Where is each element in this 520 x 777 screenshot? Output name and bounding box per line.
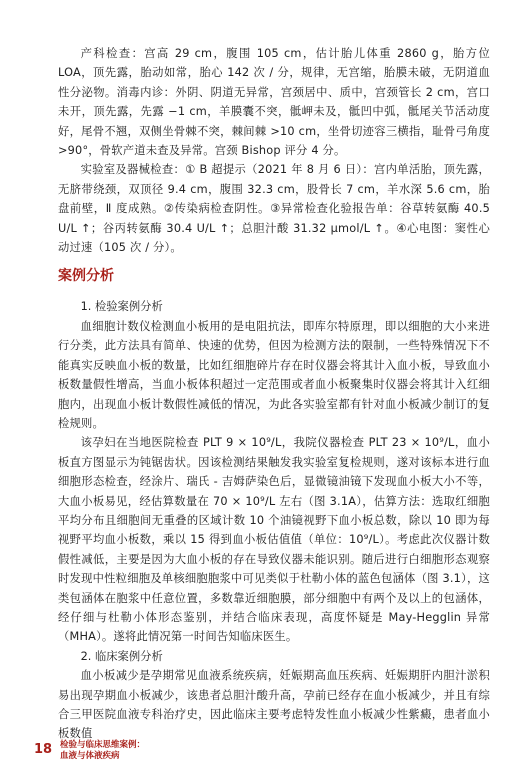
lab-analysis-paragraph-2: 该孕妇在当地医院检查 PLT 9 × 10⁹/L，我院仪器检查 PLT 23 × 10⁹/L，血小板直方图显示为钝锯齿状。因该检测结果触发我实验室复检规则，遂对该标本进行血细胞形态检查，经涂片、瑞氏 - 吉姆萨染色后，显微镜油镜下发现血小板大小不等，大血小板易见，经估算数量在 70 × 10⁹/L 左右（图 3.1A），估算方法：选取红细胞平均分布且细胞间无重叠的区域计数 10 个油镜视野下血小板总数，除以 10 即为每视野平均血小板数，乘以 15 得到血小板估值值（单位：10⁹/L）。考虑此次仪器计数假性减低，主要是因为大血小板的存在导致仪器未能识别。随后进行白细胞形态观察时发现中性粒细胞及单核细胞胞浆中可见类似于杜勒小体的蓝色包涵体（图 3.1），这类包涵体在胞浆中任意位置，多数靠近细胞膜，部分细胞中有两个及以上的包涵体，经仔细与杜勒小体形态鉴别，并结合临床表现，高度怀疑是 May-Hegglin 异常（MHA）。遂将此情况第一时间告知临床医生。 bbox=[58, 436, 490, 644]
series-title bbox=[60, 740, 145, 762]
page-number: 18 bbox=[34, 742, 53, 757]
lab-analysis-paragraph-1: 血细胞计数仪检测血小板用的是电阻抗法，即库尔特原理，即以细胞的大小来进行分类，此方法具有简单、快速的优势，但因为检测方法的限制，一些特殊情况下不能真实反映血小板的数量，比如红细胞碎片存在时仪器会将其计入血小板，导致血小板数量假性增高，当血小板体积超过一定范围或者血小板聚集时仪器会将其计入红细胞内，出现血小板计数假性减低的情况，为此各实验室都有针对血小板减少制订的复检规则。 bbox=[58, 319, 490, 430]
section-heading: 案例分析 bbox=[58, 268, 114, 285]
series-title-line-2: 血液与体液疾病 bbox=[60, 751, 120, 761]
page-content bbox=[58, 44, 490, 744]
exam-paragraph: 产科检查：宫高 29 cm，腹围 105 cm，估计胎儿体重 2860 g，胎方位 LOA，顶先露，胎动如常，胎心 142 次 / 分，规律，无宫缩，胎膜未破，无阴道血性分泌物。消毒内诊：外阴、阴道无异常，宫颈居中、质中，宫颈管长 2 cm，宫口未开，顶先露，先露 −1 cm，羊膜囊不突，骶岬未及，骶凹中弧，骶尾关节活动度好，尾骨不翘，双侧坐骨棘不突，棘间棘 >10 cm，坐骨切迹容三横指，耻骨弓角度 >90°，骨软产道未查及异常。宫颈 Bishop 评分 4 分。 bbox=[58, 47, 490, 158]
clinical-analysis-paragraph: 血小板减少是孕期常见血液系统疾病，妊娠期高血压疾病、妊娠期肝内胆汁淤积易出现孕期血小板减少，该患者总胆汁酸升高，孕前已经存在血小板减少，并且有综合三甲医院血液专科治疗史，因此临床主要考虑特发性血小板减少性紫癜，患者血小板数值 bbox=[58, 669, 490, 741]
series-title-line-1: 检验与临床思维案例： bbox=[60, 740, 146, 750]
subheading-lab-analysis: 1. 检验案例分析 bbox=[80, 300, 163, 314]
subheading-clinical-analysis: 2. 临床案例分析 bbox=[80, 649, 163, 663]
lab-paragraph: 实验室及器械检查：① B 超提示（2021 年 8 月 6 日）：宫内单活胎，顶先露，无脐带绕颈，双顶径 9.4 cm，腹围 32.3 cm，股骨长 7 cm，羊水深 5.6 cm，胎盘前壁，Ⅱ 度成熟。②传染病检查阴性。③异常检查化验报告单：谷草转氨酶 40.5 U/L ↑；谷丙转氨酶 30.4 U/L ↑；总胆汁酸 31.32 μmol/L ↑。④心电图：窦性心动过速（105 次 / 分）。 bbox=[58, 163, 490, 255]
page-footer bbox=[22, 736, 222, 768]
